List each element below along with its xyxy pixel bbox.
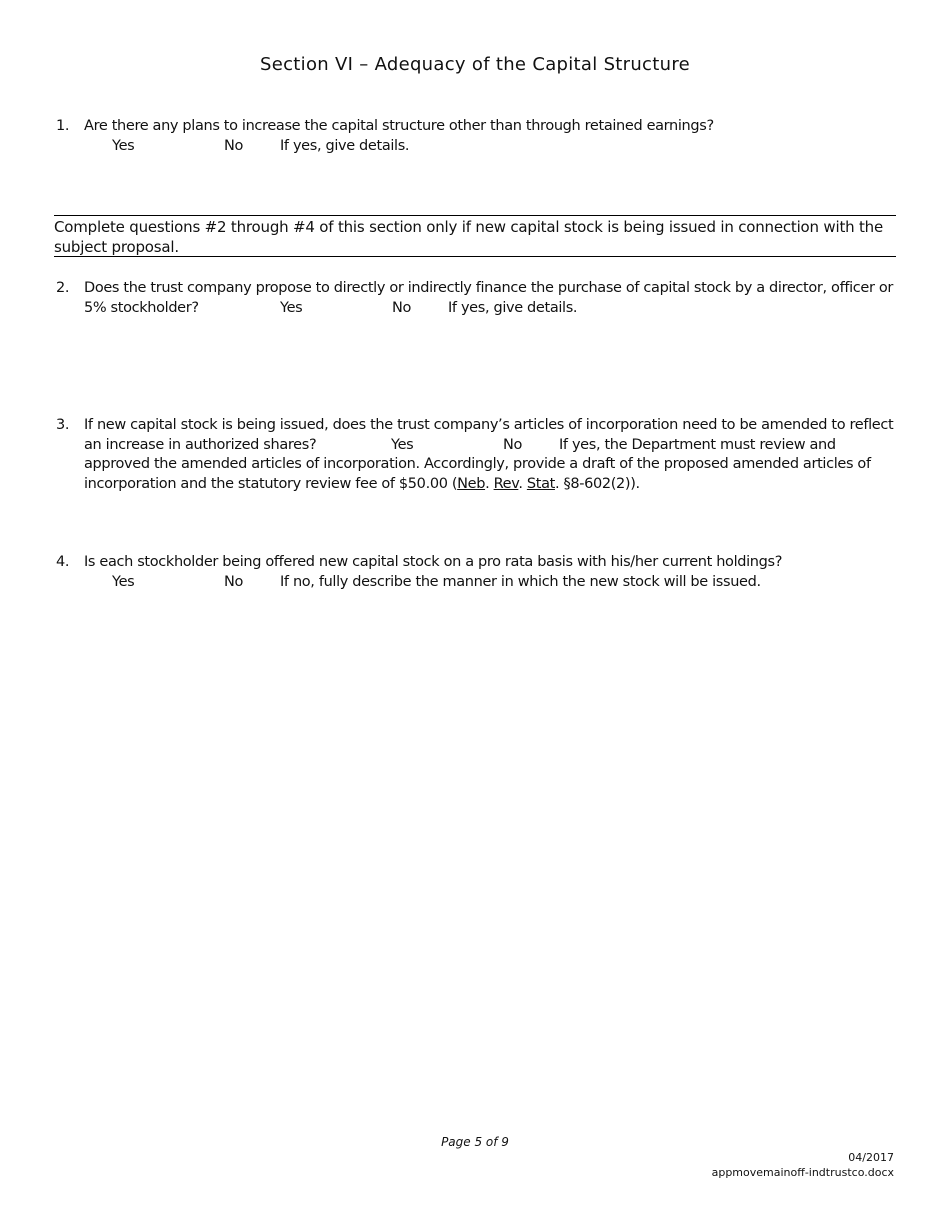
page-number: Page 5 of 9 [441, 1135, 509, 1149]
yes-option[interactable]: Yes [112, 137, 135, 154]
no-option[interactable]: No [392, 299, 412, 316]
question-1 [56, 117, 896, 156]
revision-date: 04/2017 [848, 1151, 894, 1164]
section-title: Section VI – Adequacy of the Capital Structure [260, 54, 690, 75]
question-number: 1. [56, 118, 70, 134]
question-text-cont: an increase in authorized shares? [84, 436, 317, 453]
question-text: If new capital stock is being issued, does the trust company’s articles of incorporation need to be amended to reflect [84, 417, 894, 433]
no-option[interactable]: No [503, 436, 523, 453]
instruction-notice: Complete questions #2 through #4 of this section only if new capital stock is being issued in connection with the subject proposal. [54, 215, 896, 257]
question-2 [56, 279, 896, 318]
yes-option[interactable]: Yes [391, 436, 414, 453]
question-number: 2. [56, 280, 70, 296]
question-3: 3. If new capital stock is being issued, does the trust company’s articles of incorporation need to be amended to reflect an increase in authorized shares? Yes No If yes, the Department must review and approved the amended articles of incorporation. Accordingly, provide a draft of the proposed amended articles of incorporation and the statutory review fee of $50.00 (Neb. Rev. Stat. §8-602(2)). [56, 417, 894, 492]
no-option[interactable]: No [224, 137, 244, 154]
file-name: appmovemainoff-indtrustco.docx [711, 1166, 894, 1179]
question-text-cont: incorporation and the statutory review fee of $50.00 ( [84, 475, 458, 492]
citation-section: §8-602(2)). [563, 475, 640, 492]
question-text: Is each stockholder being offered new capital stock on a pro rata basis with his/her current holdings? [84, 554, 783, 570]
yes-option[interactable]: Yes [112, 573, 135, 590]
citation-neb: Neb [457, 475, 486, 492]
followup-text: If no, fully describe the manner in which the new stock will be issued. [280, 573, 761, 590]
footer-info [712, 1150, 894, 1180]
no-option[interactable]: No [224, 573, 244, 590]
question-text-cont: 5% stockholder? [84, 299, 199, 316]
question-text: Does the trust company propose to directly or indirectly finance the purchase of capital stock by a director, officer or [84, 280, 893, 296]
question-text-cont: approved the amended articles of incorporation. Accordingly, provide a draft of the proposed amended articles of [84, 456, 871, 472]
question-4 [56, 553, 896, 592]
citation-stat: Stat [526, 475, 555, 492]
followup-text: If yes, give details. [280, 137, 410, 154]
question-number: 3. [56, 417, 70, 433]
followup-text: If yes, the Department must review and [559, 436, 836, 453]
followup-text: If yes, give details. [448, 299, 578, 316]
question-number: 4. [56, 554, 70, 570]
citation-rev: Rev [493, 475, 519, 492]
question-text: Are there any plans to increase the capital structure other than through retained earnings? [84, 118, 714, 134]
yes-option[interactable]: Yes [280, 299, 303, 316]
